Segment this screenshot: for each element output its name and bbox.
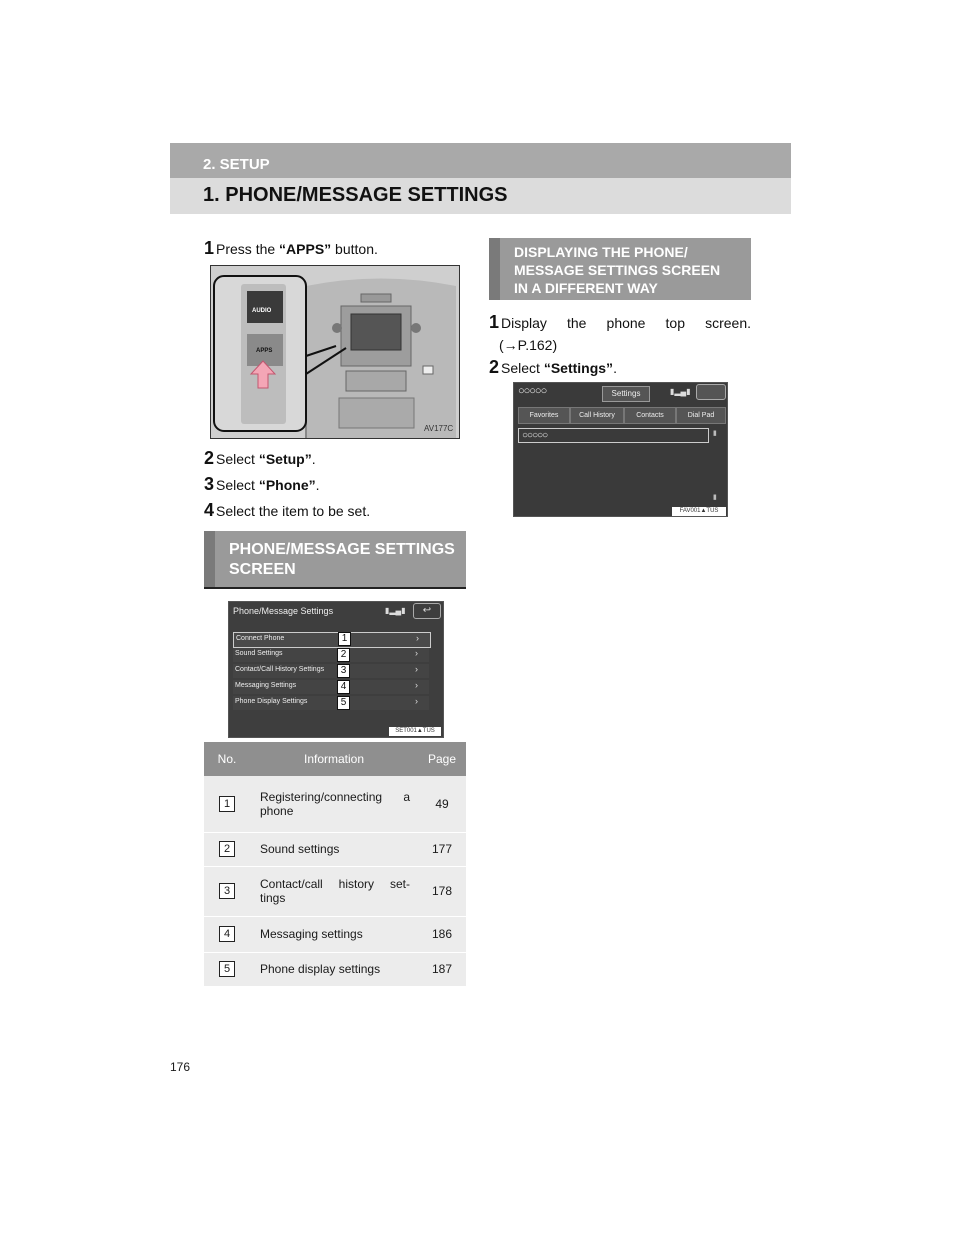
page-title: 1. PHONE/MESSAGE SETTINGS bbox=[203, 184, 508, 206]
number-box: 1 bbox=[219, 796, 235, 812]
tab-contacts[interactable]: Contacts bbox=[624, 407, 676, 424]
figure-code: FAV001▲TUS bbox=[672, 507, 726, 516]
table-row: 2 Sound settings 177 bbox=[204, 832, 466, 866]
step-number: 2 bbox=[204, 448, 215, 468]
chevron-right-icon: › bbox=[415, 680, 418, 690]
settings-item-phone-display[interactable]: Phone Display Settings 5 › bbox=[233, 696, 429, 710]
right-step-1: 1 Display the phone top screen. (→P.162) bbox=[489, 312, 751, 353]
tab-call-history[interactable]: Call History bbox=[570, 407, 624, 424]
step-1: 1 Press the “APPS” button. bbox=[204, 238, 378, 258]
contact-entry[interactable]: ○○○○○ bbox=[518, 428, 709, 443]
chevron-right-icon: › bbox=[415, 664, 418, 674]
step-3: 3 Select “Phone”. bbox=[204, 474, 320, 494]
number-box: 4 bbox=[219, 926, 235, 942]
settings-item-messaging[interactable]: Messaging Settings 4 › bbox=[233, 680, 429, 694]
signal-status-icon: ▮▂▄▮ bbox=[385, 606, 406, 615]
figure-code: SET001▲TUS bbox=[389, 727, 441, 736]
step-number: 3 bbox=[204, 474, 215, 494]
tab-favorites[interactable]: Favorites bbox=[518, 407, 570, 424]
step-number: 1 bbox=[204, 238, 215, 258]
step-number: 2 bbox=[489, 357, 500, 377]
audio-button-label: AUDIO bbox=[252, 308, 272, 314]
number-box: 3 bbox=[219, 883, 235, 899]
column-header-information: Information bbox=[250, 742, 418, 776]
section-label: 2. SETUP bbox=[203, 156, 270, 173]
page-number: 176 bbox=[170, 1060, 191, 1074]
settings-item-sound[interactable]: Sound Settings 2 › bbox=[233, 648, 429, 662]
section-header-bar bbox=[170, 143, 791, 178]
back-button[interactable] bbox=[696, 384, 726, 400]
car-dashboard-illustration bbox=[210, 265, 460, 439]
section-heading-different-way: DISPLAYING THE PHONE/ MESSAGE SETTINGS SCREEN IN A DIFFERENT WAY bbox=[489, 238, 751, 300]
column-header-page: Page bbox=[418, 742, 466, 776]
scroll-up-icon[interactable]: ▮ bbox=[713, 430, 717, 437]
table-header-row bbox=[204, 742, 466, 776]
column-header-no: No. bbox=[204, 742, 250, 776]
step-number: 4 bbox=[204, 500, 215, 520]
chevron-right-icon: › bbox=[416, 633, 419, 643]
chapter-title-bar bbox=[170, 178, 791, 214]
device-name: ○○○○○ bbox=[518, 385, 547, 397]
signal-status-icon: ▮▂▄▮ bbox=[670, 387, 691, 396]
chevron-right-icon: › bbox=[415, 696, 418, 706]
scroll-down-icon[interactable]: ▮ bbox=[713, 494, 717, 501]
settings-info-table bbox=[204, 742, 466, 987]
phone-message-settings-screen bbox=[228, 601, 444, 738]
apps-button-label: APPS bbox=[256, 348, 273, 354]
screen-title: Phone/Message Settings bbox=[233, 606, 334, 616]
number-box: 2 bbox=[219, 841, 235, 857]
table-row: 3 Contact/call history set- tings 178 bbox=[204, 866, 466, 916]
settings-button[interactable]: Settings bbox=[602, 386, 650, 402]
dashboard-drawing bbox=[211, 266, 459, 438]
step-2: 2 Select “Setup”. bbox=[204, 448, 316, 468]
table-row: 4 Messaging settings 186 bbox=[204, 916, 466, 952]
settings-item-connect-phone[interactable]: Connect Phone 1 › bbox=[233, 632, 431, 648]
section-heading-settings-screen: PHONE/MESSAGE SETTINGS SCREEN bbox=[204, 531, 466, 589]
step-number: 1 bbox=[489, 312, 500, 332]
tab-dial-pad[interactable]: Dial Pad bbox=[676, 407, 726, 424]
table-row: 5 Phone display settings 187 bbox=[204, 952, 466, 986]
right-step-2: 2 Select “Settings”. bbox=[489, 357, 617, 377]
back-arrow-icon: ↩ bbox=[422, 605, 432, 616]
table-row: 1 Registering/connecting a phone 49 bbox=[204, 776, 466, 832]
settings-item-contact-call-history[interactable]: Contact/Call History Settings 3 › bbox=[233, 664, 429, 678]
chevron-right-icon: › bbox=[415, 648, 418, 658]
phone-top-screen bbox=[513, 382, 728, 517]
figure-code: AV177C bbox=[424, 424, 454, 433]
back-button[interactable] bbox=[413, 603, 441, 619]
number-box: 5 bbox=[219, 961, 235, 977]
step-4: 4 Select the item to be set. bbox=[204, 500, 371, 520]
